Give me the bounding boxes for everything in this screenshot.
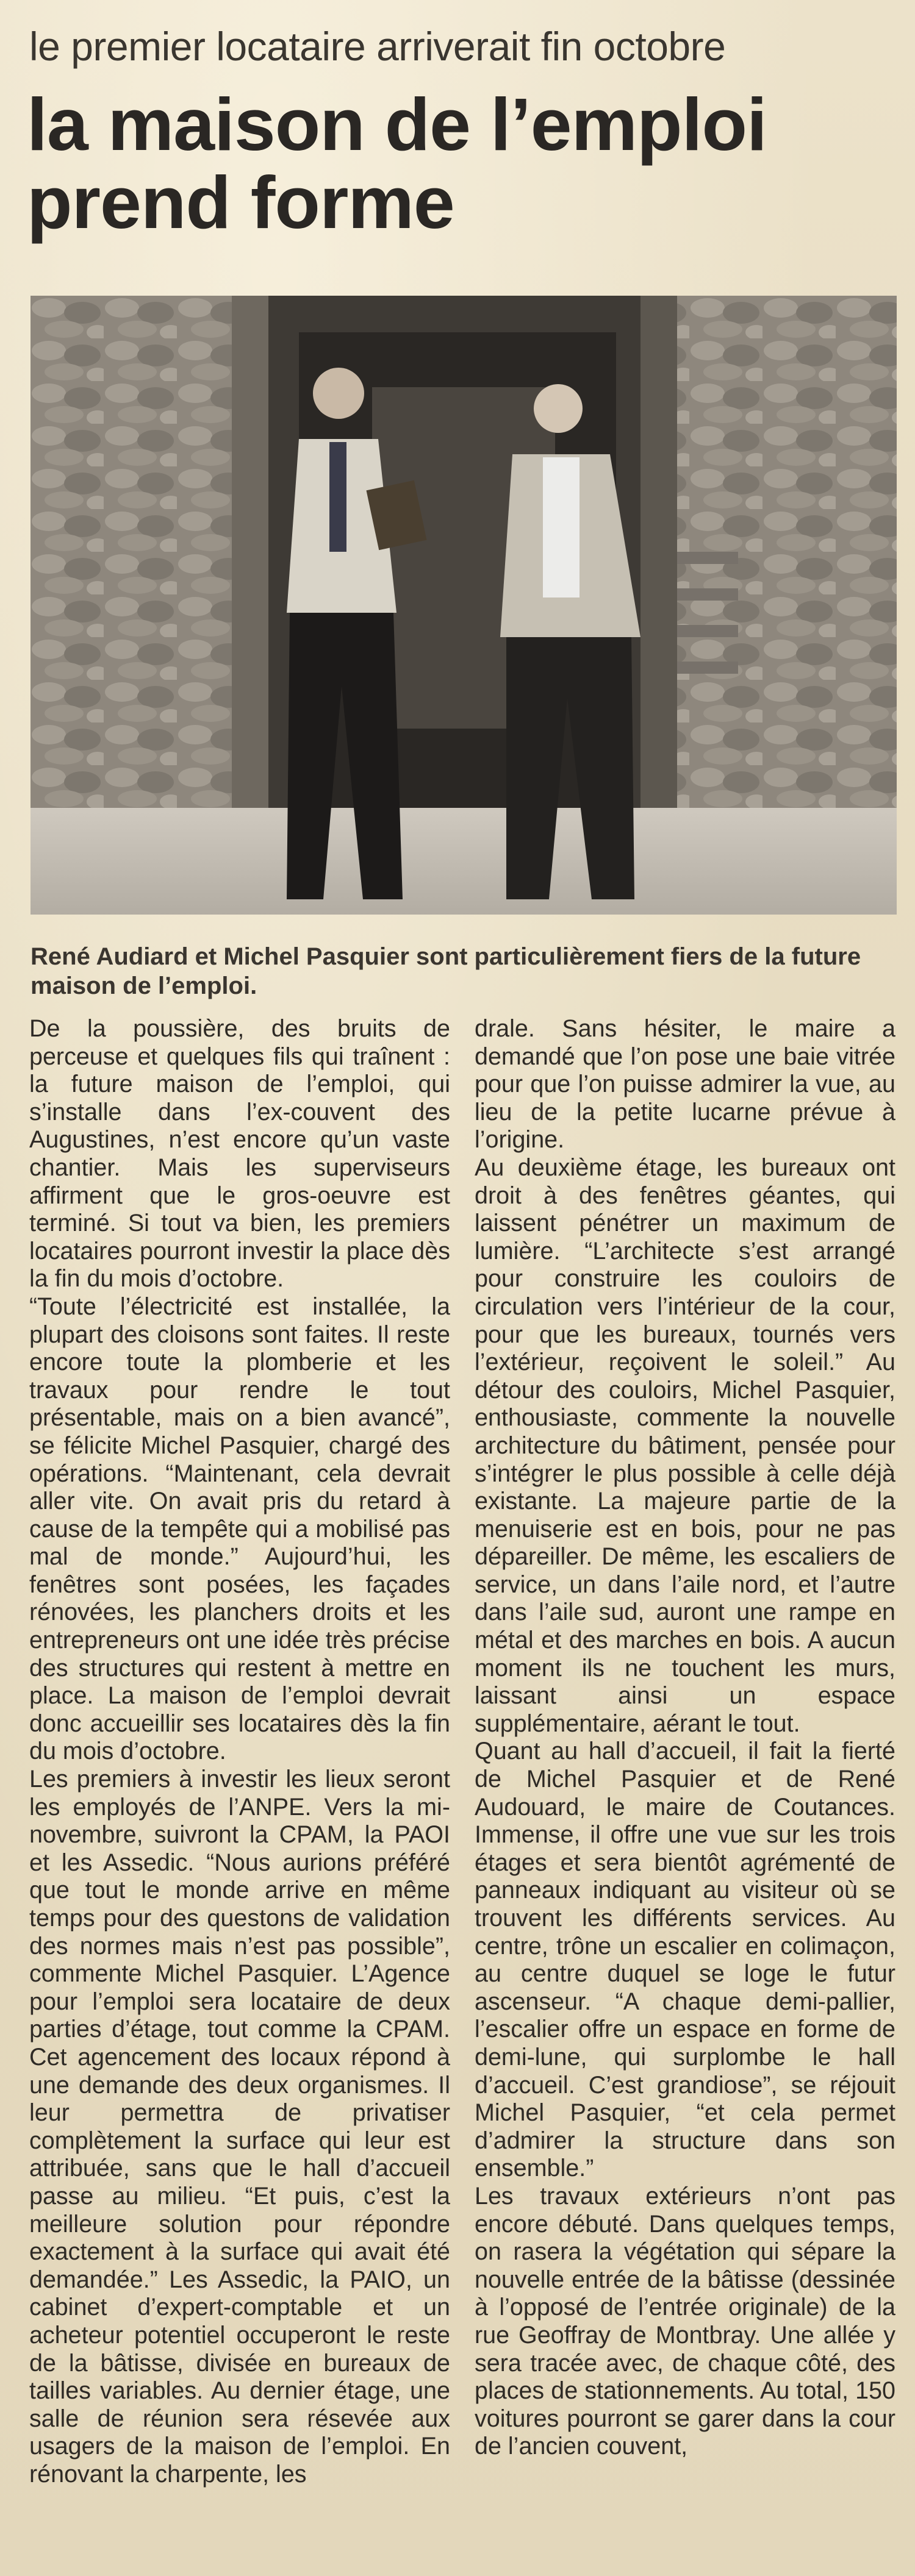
article-column-left [29,1015,450,2488]
paragraph: Les premiers à investir les lieux seront les employés de l’ANPE. Vers la mi-novembre, suivront la CPAM, la PAOI et les Assedic. “Nous aurions préféré que tout le monde arrive en même temps pour des questons de validation des normes mais n’est pas possible”, commente Michel Pasquier. L’Agence pour l’emploi sera locataire de deux parties d’étage, tout comme la CPAM. Cet agencement des locaux répond à une demande des deux organismes. Il leur permettra de privatiser complètement la surface qui leur est attribuée, sans que le hall d’accueil passe au milieu. “Et puis, c’est la meilleure solution pour répondre exactement à la surface qui avait été demandée.” Les Assedic, la PAIO, un cabinet d’expert-comptable et un acheteur potentiel occuperont le reste de la bâtisse, divisée en bureaux de tailles variables. Au dernier étage, une salle de réunion sera résevée aux usagers de la maison de l’emploi. En rénovant la charpente, les [29,1766,450,2488]
photo-caption: René Audiard et Michel Pasquier sont particulièrement fiers de la future maison de l’emploi. [30,943,861,999]
paragraph: “Toute l’électricité est installée, la plupart des cloisons sont faites. Il reste encore toute la plomberie et les travaux pour rendre le tout présentable, mais on a bien avancé”, se félicite Michel Pasquier, chargé des opérations. “Maintenant, cela devrait aller vite. On avait pris du retard à cause de la tempête qui a mobilisé pas mal de monde.” Aujourd’hui, les fenêtres sont posées, les façades rénovées, les planchers droits et les entrepreneurs ont une idée très précise des structures qui restent à mettre en place. La maison de l’emploi devrait donc accueillir ses locataires dès la fin du mois d’octobre. [29,1293,450,1765]
paragraph: De la poussière, des bruits de perceuse et quelques fils qui traînent : la future maison de l’emploi, qui s’installe dans l’ex-couvent des Augustines, n’est encore qu’un vaste chantier. Mais les superviseurs affirment que le gros-oeuvre est terminé. Si tout va bien, les premiers locataires pourront investir la place dès la fin du mois d’octobre. [29,1015,450,1293]
paragraph: Au deuxième étage, les bureaux ont droit à des fenêtres géantes, qui laissent pénétrer un maximum de lumière. “L’architecte s’est arrangé pour construire les couloirs de circulation vers l’intérieur de la cour, pour que les bureaux, tournés vers l’extérieur, reçoivent le soleil.” Au détour des couloirs, Michel Pasquier, enthousiaste, commente la nouvelle architecture du bâtiment, pensée pour s’intégrer le plus possible à celle déjà existante. La majeure partie de la menuiserie est en bois, pour ne pas dépareiller. De même, les escaliers de service, un dans l’aile nord, et l’autre dans l’aile sud, auront une rampe en métal et des marches en bois. A aucun moment ils ne touchent les murs, laissant ainsi un espace supplémentaire, aérant le tout. [475,1154,895,1737]
article-column-right [475,1015,895,2461]
paragraph: Les travaux extérieurs n’ont pas encore débuté. Dans quelques temps, on rasera la végétation qui sépare la nouvelle entrée de la bâtisse (dessinée à l’opposé de l’entrée originale) de la rue Geoffray de Montbray. Une allée y sera tracée avec, de chaque côté, des places de stationnements. Au total, 150 voitures pourront se garer dans la cour de l’ancien couvent, [475,2182,895,2460]
paragraph: Quant au hall d’accueil, il fait la fierté de Michel Pasquier et de René Audouard, le maire de Coutances. Immense, il offre une vue sur les trois étages et sera bientôt agrémenté de panneaux indiquant au visiteur où se trouvent les différents services. Au centre, trône un escalier en colimaçon, au centre duquel se loge le futur ascenseur. “A chaque demi-pallier, l’escalier offre un espace en forme de demi-lune, qui surplombe le hall d’accueil. C’est grandiose”, se réjouit Michel Pasquier, “et cela permet d’admirer la structure dans son ensemble.” [475,1738,895,2182]
photo-two-men-at-doorway [30,296,897,915]
article-headline: la maison de l’emploi prend forme [27,83,767,244]
paragraph: drale. Sans hésiter, le maire a demandé que l’on pose une baie vitrée pour que l’on puisse admirer la vue, au lieu de la petite lucarne prévue à l’origine. [475,1015,895,1154]
article-photo [30,296,897,915]
article-kicker: le premier locataire arriverait fin octobre [29,24,726,69]
